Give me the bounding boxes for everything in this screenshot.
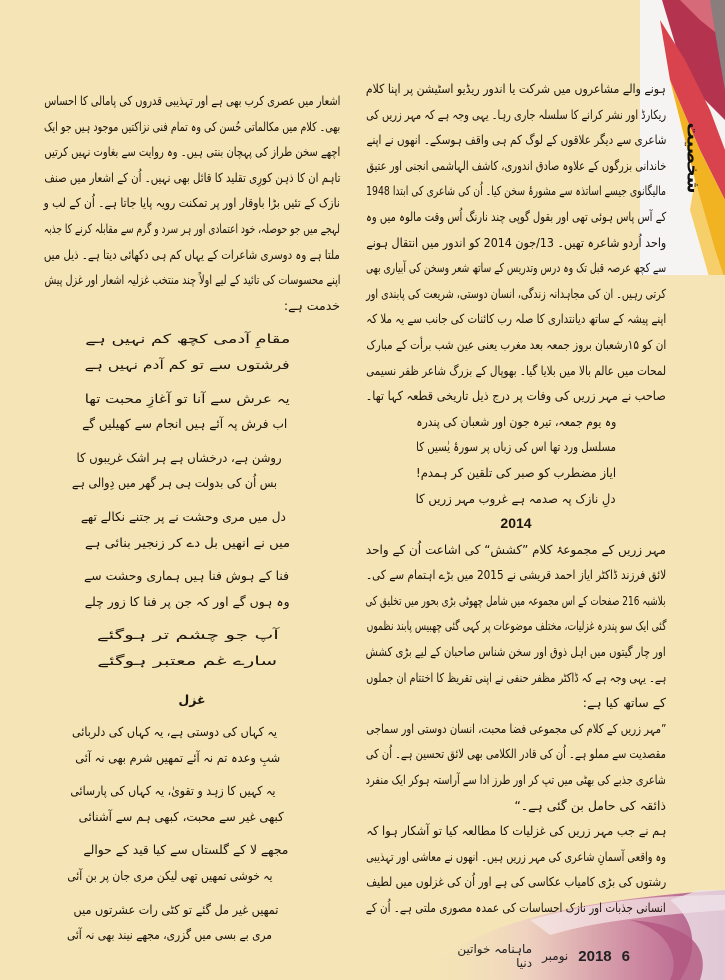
text-line [366, 537, 666, 563]
text-line [366, 895, 666, 921]
text-line [366, 358, 666, 384]
text-line-text: لائق فرزند ڈاکٹر ایاز احمد قریشی نے 2015 میں بڑے اہتمام سے کی۔ [365, 567, 666, 583]
verse-line-text: آپ جو چشم تر ہوگئے [96, 627, 279, 643]
text-line [366, 281, 666, 307]
verse-line [85, 530, 290, 556]
text-line-text: وہ واقعی آسمانِ شاعری کی مہر زریں ہیں۔ انھوں نے معاشی اور تہذیبی [366, 848, 666, 864]
verse-line [85, 648, 290, 674]
ghazal-heading-text: غزل [178, 692, 206, 708]
text-line [366, 230, 666, 256]
text-line [366, 127, 666, 153]
verse-line-text: دل میں مری وحشت نے پر جتنے نکالے تھے [81, 508, 287, 524]
verse-line [81, 411, 290, 437]
text-line-text: کے آس پاس ہوئی تھی اور بقول گوپی چند نارنگ اُس وقت مالوہ میں وہ [365, 208, 666, 224]
text-line [366, 818, 666, 844]
verse-line [85, 622, 290, 648]
verse-line-text: یہ عرش سے آنا تو آغازِ محبت تھا [84, 390, 291, 406]
text-line-text: ہونے والے مشاعروں میں شرکت یا اندور ریڈیو اسٹیشن پر اپنا کلام [366, 81, 666, 96]
verse-line-text: وہ یوم جمعہ، تیرہ جون اور شعبان کی پندرہ [415, 413, 616, 429]
text-line [44, 139, 340, 165]
text-line [366, 562, 666, 588]
text-line-text: ”مہر زریں کے کلام کی مجموعی فضا محبت، انسان دوستی اور سماجی [365, 720, 666, 736]
verse-line-text: یہ خوشی تمھیں تھی لیکن مری جان پر بن آئی [67, 868, 273, 884]
text-line [44, 293, 340, 319]
verse-line-text: شبِ وعدہ تم نہ آئے تمھیں شرم بھی نہ آئی [74, 749, 280, 765]
verse-line [71, 719, 290, 745]
text-line [366, 869, 666, 895]
text-line-text: بلاشبہ 216 صفحات کے اس مجموعہ میں شامل چھوٹی بڑی بحور میں تخلیق کی [365, 592, 666, 608]
verse-line-text: سارے غم معتبر ہوگئے [97, 652, 278, 668]
verse-line-text: فنا کے ہوش فنا ہیں ہماری وحشت سے [84, 568, 289, 584]
verse-line [416, 434, 616, 460]
text-line [366, 76, 666, 102]
text-line-text: گئی ایک سو پندرہ غزلیات، مختلف موضوعات پر کہی گئی چھبیس پابند نظموں [366, 618, 666, 634]
verse-line-text: میں نے انھیں بل دے کر زنجیر بنائی ہے [84, 534, 291, 550]
text-line-text: ہم نے جب مہر زریں کی غزلیات کا مطالعہ کیا تو آشکار ہوا کہ [365, 823, 666, 839]
verse-line-text: ایاز مضطرب کو صبر کی تلقین کر ہمدم! [415, 464, 616, 480]
text-line-text: ملتا ہے وہ دوسری شاعرات کے یہاں کم ہی دکھائی دیتا ہے۔ ذیل میں [43, 246, 340, 262]
text-line [366, 255, 666, 281]
text-line-text: شاعری سے دیگر علاقوں کے لوگ کم ہی واقف ہوسکے۔ انھوں نے اپنے [365, 132, 666, 148]
text-line-text: مقصدیت سے مملو ہے۔ اُن کی قادر الکلامی بھی لائق تحسین ہے۔ اُن کی [365, 746, 666, 762]
verse-line [73, 897, 290, 923]
verse-line-text: مسلسل ورد تھا اس کی زباں پر سورۂ یٰسیں کا [416, 439, 616, 455]
text-line-text: خدمت ہے: [283, 297, 340, 313]
text-line [366, 665, 666, 691]
verse-line-text: روشن ہے، درخشاں ہے ہر اشک غریبوں کا [76, 449, 282, 465]
page-number: 6 [621, 947, 630, 965]
verse-line [72, 470, 290, 496]
verse-year-text: 2014 [500, 515, 532, 532]
text-line-text: اپنے محسوسات کی تائید کے لیے اولاً چند منتخب غزلیہ اشعار اور غزل پیش [43, 272, 340, 288]
text-line-text: ریکارڈ اور نشر کرانے کا سلسلہ جاری رہا۔ یہی وجہ ہے کہ مہر زریں کی [366, 106, 666, 122]
text-line-text: لمحات میں عالم بالا میں بلایا گیا۔ بھوپال کے بزرگ شاعر ظفر نسیمی [366, 362, 666, 378]
verse-line-text: تمھیں غیر مل گئے تو کٹی رات عشرتوں میں [73, 901, 279, 917]
page-footer [440, 942, 630, 970]
text-line-text: لہجے میں جو حوصلہ، خود اعتمادی اور ہر سرد و گرم سے مقابلہ کرنے کا جذبہ [44, 220, 340, 236]
verse-year [366, 511, 666, 537]
text-line-text: کرتی رہیں۔ ان کی مجاہدانہ زندگی، انسان دوستی، شریعت کی پابندی اور [366, 285, 666, 301]
verse-line [67, 863, 290, 889]
issue-year: 2018 [578, 947, 612, 965]
verse-line [85, 386, 290, 412]
verse-line [416, 460, 616, 486]
text-line [366, 690, 666, 716]
text-line [366, 588, 666, 614]
verse-line-text: وہ ہوں گے اور کہ جن پر فنا کا زور چلے [84, 593, 290, 609]
section-label [662, 118, 722, 198]
issue-month: نومبر [542, 949, 569, 963]
text-line-text: رشتوں کی بڑی کامیاب عکاسی کی ہے اور اُن کی غزلوں میں لطیف [365, 874, 666, 890]
verse-line [78, 804, 290, 830]
article-column-left [44, 88, 340, 948]
verse-line-text: اب فرش پہ آئے ہیں انجام سے کھیلیں گے [81, 416, 287, 432]
text-line [366, 332, 666, 358]
text-line-text: کے ساتھ کیا ہے: [582, 695, 666, 711]
text-line [366, 716, 666, 742]
text-line-text: شاعری جذبے کی بھٹی میں تپ کر اور طرز ادا سے آراستہ ہوکر ایک منفرد [365, 772, 666, 788]
verse-line-text: مقامِ آدمی کچھ کم نہیں ہے [84, 331, 291, 347]
text-line-text: سے کچھ عرصہ قبل تک وہ درس وتدریس کے ساتھ شعر وسخن کی آبیاری بھی [365, 260, 666, 276]
text-line-text: بھی۔ کلام میں مکالماتی حُسن کی وہ تمام فنی نزاکتیں موجود ہیں جو ایک [43, 118, 340, 134]
verse-line [85, 352, 290, 378]
verse-line [85, 837, 290, 863]
text-line-text: نازک کے تئیں بڑا باوقار اور پر تمکنت رویہ پایا جاتا ہے۔ اُن کے لب و [43, 195, 340, 211]
verse-line-text: یہ کہاں کی دوستی ہے، یہ کہاں کی دلربائی [71, 724, 277, 740]
text-line [44, 165, 340, 191]
text-line [366, 306, 666, 332]
text-line [366, 741, 666, 767]
verse-line [85, 563, 290, 589]
verse-line [70, 778, 290, 804]
verse-line [85, 326, 290, 352]
verse-line-text: مجھے لا کے گلستاں سے کیا قید کے حوالے [83, 842, 289, 858]
verse-line [416, 409, 616, 435]
text-line [366, 844, 666, 870]
text-line-text: خاندانی بزرگوں کے علاوہ صادق اندوری، کاشف الہاشمی انجنی اور عتیق [366, 157, 666, 173]
text-line-text: صاحب نے مہر زریں کی وفات پر درج ذیل تاریخی قطعہ کہا تھا۔ [365, 388, 666, 404]
verse-line [76, 445, 290, 471]
text-line [44, 114, 340, 140]
text-line-text: واحد اُردو شاعرہ تھیں۔ 13/جون 2014 کو اندور میں انتقال ہونے [365, 234, 666, 250]
section-label-text: شخصیت [682, 122, 702, 194]
text-line [366, 178, 666, 204]
verse-line-text: فرشتوں سے تو کم آدم نہیں ہے [85, 356, 290, 372]
text-line [366, 613, 666, 639]
text-line-text: ان کو ۱۵رشعبان بروز جمعہ بعد مغرب یعنی عین شب برأت کے مبارک [366, 336, 666, 352]
verse-line-text: دلِ نازک پہ صدمہ ہے غروب مہر زریں کا [416, 490, 616, 506]
verse-line-text: مری بے بسی میں گزری، مجھے نیند بھی نہ آئی [66, 927, 273, 943]
text-line [366, 153, 666, 179]
text-line-text: اچھے سخن طراز کی پہچان بنتی ہیں۔ وہ روایت سے بغاوت نہیں کرتیں [44, 144, 340, 160]
text-line-text: مالیگانوی جیسے اساتذہ سے مشورۂ سخن کیا۔ اُن کی شاعری کی ابتدا 1948 [366, 183, 666, 199]
magazine-name: ماہنامہ خواتین دنیا [457, 942, 533, 970]
verse-line [81, 504, 290, 530]
verse-line [66, 922, 290, 948]
ghazal-heading [44, 687, 340, 713]
verse-line [74, 745, 290, 771]
text-line [366, 767, 666, 793]
verse-line-text: کبھی غیر سے محبت، کبھی ہم سے آشنائی [78, 808, 284, 824]
verse-line [416, 486, 616, 512]
text-line [44, 88, 340, 114]
text-line-text: اشعار میں عصری کرب بھی ہے اور تہذیبی قدروں کی پامالی کا احساس [43, 93, 340, 108]
text-line [366, 383, 666, 409]
text-line-text: اور چار گیتوں میں اہل ذوق اور سخن شناس صاحبان کے لیے بڑی کشش [366, 644, 666, 660]
article-column-right [366, 76, 666, 921]
text-line [44, 267, 340, 293]
text-line [366, 204, 666, 230]
text-line-text: ہے۔ یہی وجہ ہے کہ ڈاکٹر مظفر حنفی نے اپنی تقریظ کا اختتام ان جملوں [365, 669, 666, 685]
text-line [44, 190, 340, 216]
verse-line [85, 589, 290, 615]
text-line [44, 216, 340, 242]
text-line [366, 793, 666, 819]
text-line [366, 102, 666, 128]
verse-line-text: بس اُن کی بدولت ہی ہر گھر میں دِوالی ہے [72, 475, 278, 491]
text-line-text: تاہم ان کا ذہن کورِی تقلید کا قائل بھی نہیں۔ اُن کے اشعار میں صنف [43, 169, 340, 185]
text-line-text: ذائقہ کی حامل بن گئی ہے۔“ [514, 797, 666, 813]
text-line [366, 639, 666, 665]
text-line-text: مہر زریں کے مجموعۂ کلام ”کشش“ کی اشاعت اُن کے واحد [365, 541, 666, 557]
verse-line-text: یہ کہیں کا زہد و تقویٰ، یہ کہاں کی پارسائی [70, 783, 276, 799]
text-line-text: اپنے پیشہ کے ساتھ دیانتداری کا صلہ رب کائنات کی جانب سے یہ ملا کہ [366, 311, 666, 327]
text-line-text: انسانی جذبات اور نازک احساسات کی عمدہ مصوری ملتی ہے۔ اُن کے [365, 900, 666, 915]
text-line [44, 242, 340, 268]
